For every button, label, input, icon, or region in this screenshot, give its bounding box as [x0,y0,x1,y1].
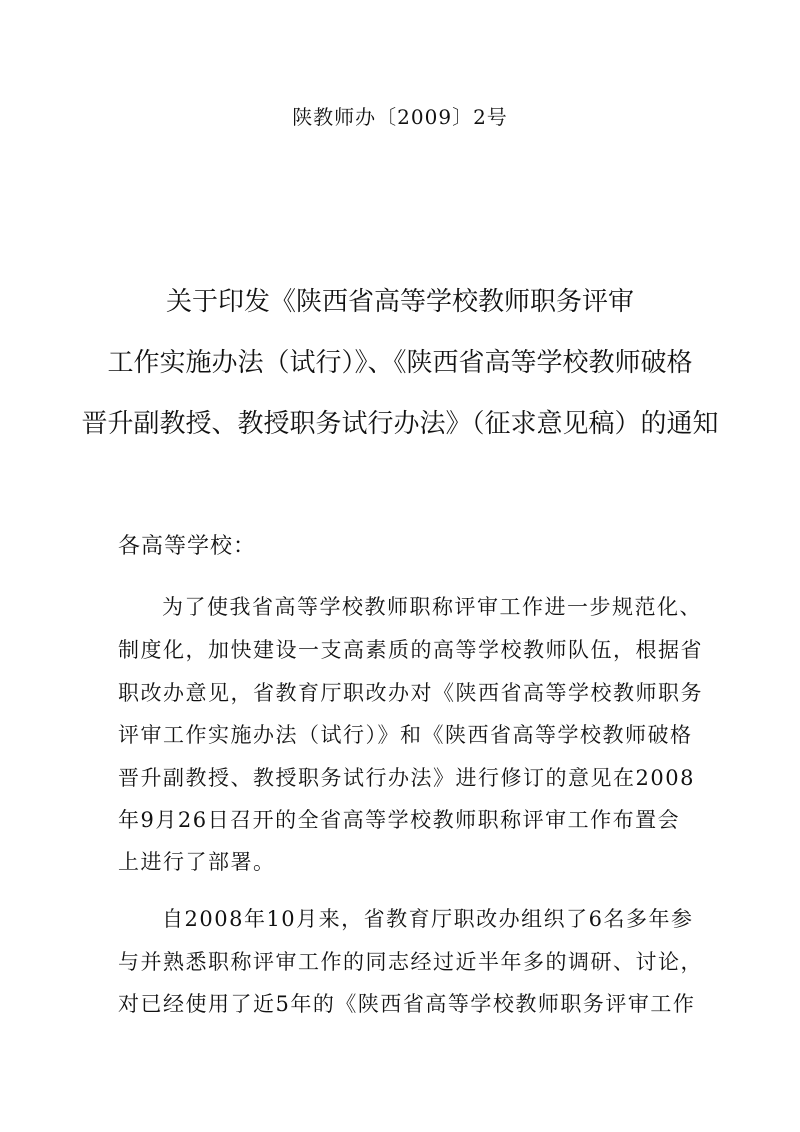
paragraph-1-line: 晋升副教授、教授职务试行办法》进行修订的意见在2008 [118,766,695,790]
title-line-1: 关于印发《陕西省高等学校教师职务评审 [165,287,634,317]
paragraph-1-line: 职改办意见，省教育厅职改办对《陕西省高等学校教师职务 [118,681,703,705]
salutation: 各高等学校： [118,534,257,559]
paragraph-1-line: 制度化，加快建设一支高素质的高等学校教师队伍，根据省 [118,638,703,662]
paragraph-1-line: 年9月26日召开的全省高等学校教师职称评审工作布置会 [118,808,681,832]
document-number: 陕教师办〔2009〕2号 [292,105,508,129]
paragraph-2-line: 与并熟悉职称评审工作的同志经过近半年多的调研、讨论， [118,950,703,974]
paragraph-1-line: 上进行了部署。 [118,850,276,874]
paragraph-2-line: 自2008年10月来，省教育厅职改办组织了6名多年参 [162,907,694,931]
paragraph-1-line: 为了使我省高等学校教师职称评审工作进一步规范化、 [162,595,702,619]
paragraph-1-line: 评审工作实施办法（试行）》和《陕西省高等学校教师破格 [118,723,693,747]
title-line-3: 晋升副教授、教授职务试行办法》（征求意见稿）的通知 [81,409,719,439]
paragraph-2-line: 对已经使用了近5年的《陕西省高等学校教师职务评审工作 [118,992,696,1016]
title-line-2: 工作实施办法（试行）》、《陕西省高等学校教师破格 [107,348,693,378]
